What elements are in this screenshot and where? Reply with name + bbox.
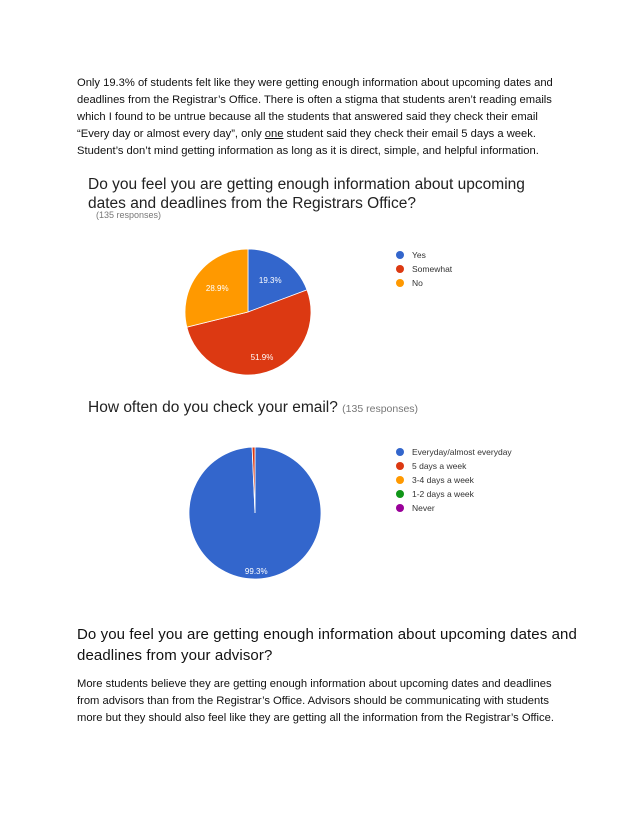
intro-text-2: student said they check their email 5 days a week. Student’s don’t mind getting information as long as it is direct, simple, and helpful information. <box>77 128 539 157</box>
legend-item <box>396 459 512 473</box>
legend-label: Everyday/almost everyday <box>412 447 512 457</box>
legend-label: 1-2 days a week <box>412 489 474 499</box>
legend-label: Yes <box>412 250 426 260</box>
pie-label: 99.3% <box>244 567 268 577</box>
intro-text-1: Only 19.3% of students felt like they were getting enough information about upcoming dates and deadlines from the Registrar’s Office. There is often a stigma that students aren’t reading emails which I found to be untrue because all the students that answered said they check their email “Every day or almost every day”, only <box>77 77 553 140</box>
legend-label: Never <box>412 503 435 513</box>
legend-dot-icon <box>396 476 404 484</box>
legend-label: Somewhat <box>412 264 453 274</box>
legend-label: 3-4 days a week <box>412 475 474 485</box>
legend-dot-icon <box>396 448 404 456</box>
legend-item <box>396 501 512 515</box>
outro-paragraph: More students believe they are getting enough information about upcoming dates and deadlines from advisors than from the Registrar’s Office. Advisors should be communicating with students more but they should also feel like they are getting all the information from the Registrar’s Office. <box>77 678 554 724</box>
legend-item <box>396 473 512 487</box>
legend-dot-icon <box>396 462 404 470</box>
pie-label: 19.3% <box>258 275 282 285</box>
legend-dot-icon <box>396 504 404 512</box>
pie-label: 28.9% <box>205 283 229 293</box>
legend-item <box>396 487 512 501</box>
chart1-responses: (135 responses) <box>96 210 162 220</box>
legend-label: No <box>412 278 423 288</box>
chart2-responses: (135 responses) <box>342 403 419 415</box>
chart1-title: Do you feel you are getting enough information about upcoming dates and deadlines from the Registrars Office? <box>88 176 525 212</box>
legend-item <box>396 445 512 459</box>
intro-underlined: one <box>264 128 284 140</box>
chart2-title-text: How often do you check your email? <box>88 399 338 416</box>
chart2-legend <box>396 445 512 515</box>
section-heading: Do you feel you are getting enough information about upcoming dates and deadlines from your advisor? <box>77 626 577 664</box>
pie-label: 51.9% <box>250 353 274 363</box>
legend-dot-icon <box>396 490 404 498</box>
legend-label: 5 days a week <box>412 461 467 471</box>
